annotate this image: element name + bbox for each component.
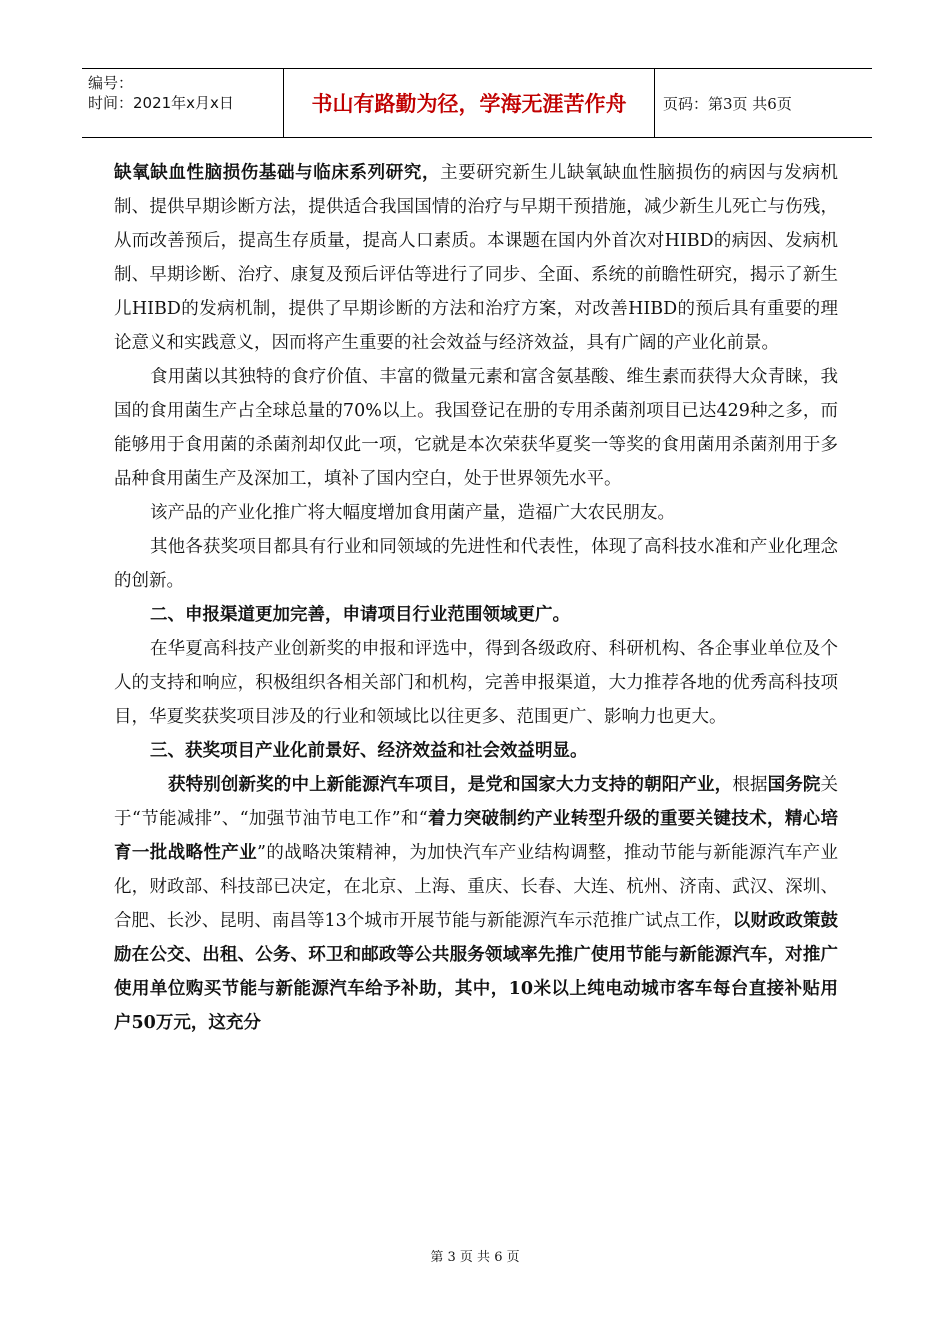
number-label: 编号： — [88, 74, 134, 92]
paragraph-2: 食用菌以其独特的食疗价值、丰富的微量元素和富含氨基酸、维生素而获得大众青睐，我国的食用菌生产占全球总量的70%以上。我国登记在册的专用杀菌剂项目已达429种之多，而能够用于食用菌的杀菌剂却仅此一项，它就是本次荣获华夏奖一等奖的食用菌用杀菌剂用于多品种食用菌生产及深加工，填补了国内空白，处于世界领先水平。 — [114, 367, 838, 489]
document-body — [114, 156, 838, 1040]
paragraph-6 — [114, 768, 838, 1040]
p6-s6: ”的战略决策精神，为加快汽车产业结构调整，推动节能与新能源汽车产业化，财政部、科技部已决定，在北京、上海、重庆、长春、大连、杭州、济南、武汉、深圳、合肥、长沙、昆明、南昌等13个城市开展节能与新能源汽车示范推广试点工作， — [114, 843, 838, 931]
header-page-info: 页码：第3页 共6页 — [663, 94, 792, 113]
section-heading-2-text: 二、申报渠道更加完善，申请项目行业范围领域更广。 — [150, 605, 570, 625]
date-label: 时间：2021年x月x日 — [88, 94, 234, 112]
paragraph-5: 在华夏高科技产业创新奖的申报和评选中，得到各级政府、科研机构、各企事业单位及个人的支持和响应，积极组织各相关部门和机构，完善申报渠道，大力推荐各地的优秀高科技项目，华夏奖获奖项目涉及的行业和领域比以往更多、范围更广、影响力也更大。 — [114, 639, 838, 727]
p6-s5: 着力突破制约产业转型升级的重要关键技术，精心培育一批战略性产业 — [114, 809, 838, 863]
paragraph-1-rest: 主要研究新生儿缺氧缺血性脑损伤的病因与发病机制、提供早期诊断方法，提供适合我国国情的治疗与早期干预措施，减少新生儿死亡与伤残，从而改善预后，提高生存质量，提高人口素质。本课题在国内外首次对HIBD的病因、发病机制、早期诊断、治疗、康复及预后评估等进行了同步、全面、系统的前瞻性研究，揭示了新生儿HIBD的发病机制，提供了早期诊断的方法和治疗方案，对改善HIBD的预后具有重要的理论意义和实践意义，因而将产生重要的社会效益与经济效益，具有广阔的产业化前景。 — [114, 163, 838, 353]
paragraph-3: 该产品的产业化推广将大幅度增加食用菌产量，造福广大农民朋友。 — [150, 503, 675, 523]
page-header — [82, 68, 872, 138]
paragraph-1-lead: 缺氧缺血性脑损伤基础与临床系列研究， — [114, 163, 441, 183]
header-motto: 书山有路勤为径，学海无涯苦作舟 — [284, 69, 655, 137]
p6-s1: 获特别创新奖的中上新能源汽车项目，是党和国家大力支持的朝阳产业， — [168, 775, 733, 795]
section-heading-3 — [114, 734, 838, 768]
header-meta — [82, 69, 284, 137]
p6-s7: 以财政政策鼓励在公交、出租、公务、环卫和邮政等公共服务领域率先推广使用节能与新能源汽车，对推广使用单位购买节能与新能源汽车给予补助，其中，10米以上纯电动城市客车每台直接补贴用户50万元，这充分 — [114, 911, 839, 1033]
section-heading-2 — [114, 598, 838, 632]
paragraph-1 — [114, 156, 838, 360]
p6-s3: 国务院 — [767, 775, 821, 795]
paragraph-4: 其他各获奖项目都具有行业和同领域的先进性和代表性，体现了高科技水准和产业化理念的创新。 — [114, 537, 838, 591]
p6-s4: 关于“节能减排”、“加强节油节电工作”和“ — [114, 775, 839, 829]
section-heading-3-text: 三、获奖项目产业化前景好、经济效益和社会效益明显。 — [150, 741, 588, 761]
page-footer: 第 3 页 共 6 页 — [430, 1250, 520, 1265]
p6-s2: 根据 — [732, 775, 768, 795]
